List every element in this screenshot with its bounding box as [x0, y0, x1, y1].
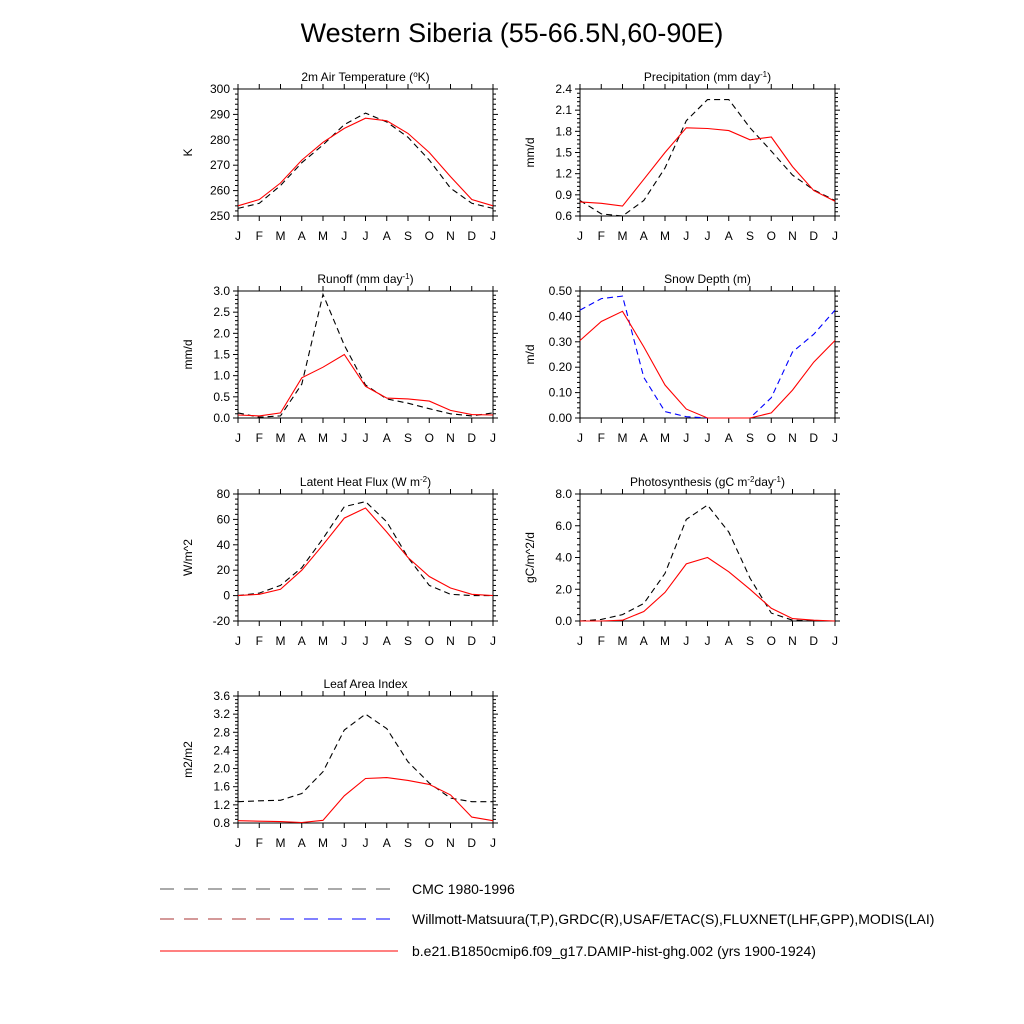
x-tick-label: F: [597, 431, 605, 445]
y-tick-label: 6.0: [555, 518, 572, 533]
series-line-1: [238, 118, 493, 206]
y-tick-label: 1.5: [555, 145, 572, 160]
x-tick-label: F: [255, 634, 263, 648]
y-tick-label: 2.5: [213, 305, 230, 320]
x-tick-label: J: [362, 836, 369, 850]
x-tick-label: N: [788, 229, 797, 243]
x-tick-label: J: [341, 431, 348, 445]
x-tick-label: O: [424, 634, 434, 648]
series-line-2: [580, 311, 835, 418]
y-tick-label: 290: [209, 107, 230, 122]
y-axis-label: K: [181, 148, 195, 157]
y-tick-label: 2.0: [555, 582, 572, 597]
chart-title: Leaf Area Index: [323, 677, 408, 691]
y-tick-label: 40: [216, 537, 230, 552]
y-tick-label: 1.0: [213, 368, 230, 383]
x-tick-label: J: [235, 836, 241, 850]
chart-title: Precipitation (mm day$^{-1}$): [643, 69, 772, 84]
x-tick-label: O: [766, 431, 776, 445]
x-tick-label: O: [424, 229, 434, 243]
x-tick-label: D: [809, 634, 819, 648]
legend-label-cmc: CMC 1980-1996: [412, 881, 515, 897]
chart-snow-depth: [523, 272, 840, 445]
x-tick-label: D: [467, 634, 477, 648]
x-tick-label: J: [704, 634, 711, 648]
series-line-1: [580, 558, 835, 622]
x-tick-label: O: [766, 229, 776, 243]
y-tick-label: 1.8: [555, 124, 572, 139]
chart-title: 2m Air Temperature ($^o$K): [301, 69, 430, 84]
x-tick-label: S: [403, 634, 413, 648]
x-tick-label: M: [660, 634, 670, 648]
x-tick-label: J: [577, 634, 583, 648]
y-tick-label: 4.0: [555, 550, 572, 565]
series-line-1: [580, 296, 835, 418]
series-line-1: [238, 508, 493, 596]
x-tick-label: J: [235, 431, 241, 445]
y-tick-label: 1.6: [213, 779, 230, 794]
x-tick-label: J: [490, 634, 496, 648]
y-axis-label: mm/d: [523, 137, 537, 168]
x-tick-label: J: [235, 229, 241, 243]
x-tick-label: J: [704, 229, 711, 243]
chart-air-temperature: [181, 70, 498, 244]
x-tick-label: A: [297, 229, 306, 243]
y-axis-label: mm/d: [181, 339, 195, 370]
y-axis-label: W/m^2: [181, 539, 195, 576]
y-tick-label: 0.00: [548, 411, 572, 425]
y-tick-label: 0.20: [548, 360, 572, 375]
y-tick-label: 0.40: [548, 309, 572, 324]
x-tick-label: A: [297, 634, 306, 648]
y-tick-label: -20: [212, 614, 230, 628]
x-tick-label: J: [832, 229, 838, 243]
y-tick-label: 2.4: [213, 743, 230, 758]
x-tick-label: O: [424, 431, 434, 445]
y-tick-label: 60: [216, 512, 230, 527]
x-tick-label: S: [403, 836, 413, 850]
x-tick-label: S: [403, 431, 413, 445]
x-tick-label: D: [467, 229, 477, 243]
x-tick-label: N: [788, 634, 797, 648]
x-tick-label: S: [745, 634, 755, 648]
x-tick-label: J: [341, 836, 348, 850]
x-tick-label: J: [341, 634, 348, 648]
x-tick-label: J: [362, 431, 369, 445]
x-tick-label: A: [382, 836, 391, 850]
x-tick-label: J: [362, 634, 369, 648]
x-tick-label: J: [704, 431, 711, 445]
x-tick-label: A: [297, 836, 306, 850]
chart-leaf-area-index: [181, 677, 498, 850]
x-tick-label: A: [724, 634, 733, 648]
legend-label-observations: Willmott-Matsuura(T,P),GRDC(R),USAF/ETAC(S),FLUXNET(LHF,GPP),MODIS(LAI): [412, 911, 935, 927]
x-tick-label: N: [446, 836, 455, 850]
y-axis-label: m2/m2: [181, 741, 195, 778]
chart-precipitation: [523, 70, 840, 244]
series-line-0: [238, 502, 493, 596]
chart-title: Latent Heat Flux (W $m^{-2}$): [299, 474, 432, 489]
series-line-1: [238, 778, 493, 823]
y-tick-label: 0.30: [548, 334, 572, 349]
y-tick-label: 2.8: [213, 725, 230, 740]
x-tick-label: D: [809, 229, 819, 243]
x-tick-label: D: [467, 431, 477, 445]
plot-frame: [238, 89, 493, 216]
x-tick-label: M: [275, 431, 286, 445]
x-tick-label: M: [617, 634, 628, 648]
x-tick-label: A: [724, 431, 733, 445]
y-tick-label: 270: [209, 158, 230, 173]
x-tick-label: A: [382, 634, 391, 648]
x-tick-label: A: [724, 229, 733, 243]
x-tick-label: M: [318, 431, 328, 445]
x-tick-label: A: [639, 634, 648, 648]
y-tick-label: 280: [209, 132, 230, 147]
chart-runoff: [181, 272, 498, 446]
y-axis-label: gC/m^2/d: [523, 532, 537, 583]
x-tick-label: J: [341, 229, 348, 243]
x-tick-label: M: [318, 634, 328, 648]
x-tick-label: A: [639, 229, 648, 243]
x-tick-label: M: [617, 431, 628, 445]
x-tick-label: M: [275, 634, 286, 648]
x-tick-label: M: [318, 229, 328, 243]
y-tick-label: 0: [223, 588, 230, 603]
x-tick-label: F: [255, 229, 263, 243]
y-tick-label: 0.6: [555, 209, 572, 223]
chart-latent-heat-flux: [181, 475, 498, 649]
x-tick-label: N: [446, 431, 455, 445]
y-tick-label: 0.8: [213, 816, 230, 830]
series-line-0: [238, 294, 493, 417]
y-tick-label: 0.10: [548, 385, 572, 400]
x-tick-label: M: [275, 229, 286, 243]
y-tick-label: 1.2: [555, 166, 572, 181]
y-tick-label: 8.0: [555, 487, 572, 501]
series-line-0: [580, 100, 835, 216]
x-tick-label: A: [382, 229, 391, 243]
x-tick-label: O: [424, 836, 434, 850]
x-tick-label: N: [446, 229, 455, 243]
series-line-1: [580, 128, 835, 206]
x-tick-label: J: [235, 634, 241, 648]
y-tick-label: 0.5: [213, 389, 230, 404]
x-tick-label: D: [809, 431, 819, 445]
y-tick-label: 0.50: [548, 284, 572, 298]
y-tick-label: 1.5: [213, 347, 230, 362]
y-tick-label: 2.1: [555, 103, 572, 118]
y-tick-label: 0.0: [555, 614, 572, 628]
x-tick-label: F: [255, 836, 263, 850]
x-tick-label: J: [683, 431, 690, 445]
x-tick-label: M: [275, 836, 286, 850]
y-tick-label: 300: [209, 82, 230, 96]
x-tick-label: S: [745, 431, 755, 445]
x-tick-label: S: [745, 229, 755, 243]
x-tick-label: D: [467, 836, 477, 850]
series-line-0: [238, 113, 493, 208]
chart-title: Runoff (mm day$^{-1}$): [317, 271, 414, 286]
y-tick-label: 2.0: [213, 761, 230, 776]
y-axis-label: m/d: [523, 344, 537, 365]
x-tick-label: F: [597, 634, 605, 648]
y-tick-label: 2.0: [213, 326, 230, 341]
x-tick-label: J: [490, 229, 496, 243]
chart-title: Photosynthesis (gC $m^{-2}day^{-1}$): [630, 474, 785, 489]
x-tick-label: A: [639, 431, 648, 445]
x-tick-label: S: [403, 229, 413, 243]
legend-label-model: b.e21.B1850cmip6.f09_g17.DAMIP-hist-ghg.002 (yrs 1900-1924): [412, 943, 816, 959]
y-tick-label: 3.6: [213, 689, 230, 703]
plot-frame: [580, 89, 835, 216]
series-line-0: [580, 505, 835, 621]
x-tick-label: N: [446, 634, 455, 648]
x-tick-label: M: [660, 431, 670, 445]
x-tick-label: N: [788, 431, 797, 445]
y-tick-label: 2.4: [555, 82, 572, 96]
x-tick-label: A: [297, 431, 306, 445]
y-tick-label: 3.2: [213, 707, 230, 722]
x-tick-label: O: [766, 634, 776, 648]
x-tick-label: F: [255, 431, 263, 445]
x-tick-label: J: [490, 431, 496, 445]
plot-frame: [238, 494, 493, 621]
chart-photosynthesis: [523, 475, 840, 649]
x-tick-label: J: [577, 431, 583, 445]
x-tick-label: J: [362, 229, 369, 243]
plot-frame: [238, 696, 493, 823]
y-tick-label: 0.9: [555, 187, 572, 202]
x-tick-label: J: [683, 634, 690, 648]
y-tick-label: 250: [209, 209, 230, 223]
y-tick-label: 1.2: [213, 797, 230, 812]
series-line-0: [238, 714, 493, 802]
x-tick-label: F: [597, 229, 605, 243]
plot-frame: [238, 291, 493, 418]
x-tick-label: M: [617, 229, 628, 243]
y-tick-label: 20: [216, 563, 230, 578]
x-tick-label: J: [832, 431, 838, 445]
x-tick-label: J: [832, 634, 838, 648]
x-tick-label: J: [577, 229, 583, 243]
x-tick-label: J: [490, 836, 496, 850]
chart-title: Snow Depth (m): [664, 272, 751, 286]
y-tick-label: 80: [216, 487, 230, 501]
x-tick-label: M: [318, 836, 328, 850]
page-title: Western Siberia (55-66.5N,60-90E): [300, 18, 724, 48]
x-tick-label: A: [382, 431, 391, 445]
y-tick-label: 3.0: [213, 284, 230, 298]
plot-frame: [580, 291, 835, 418]
x-tick-label: M: [660, 229, 670, 243]
y-tick-label: 0.0: [213, 411, 230, 425]
y-tick-label: 260: [209, 183, 230, 198]
x-tick-label: J: [683, 229, 690, 243]
